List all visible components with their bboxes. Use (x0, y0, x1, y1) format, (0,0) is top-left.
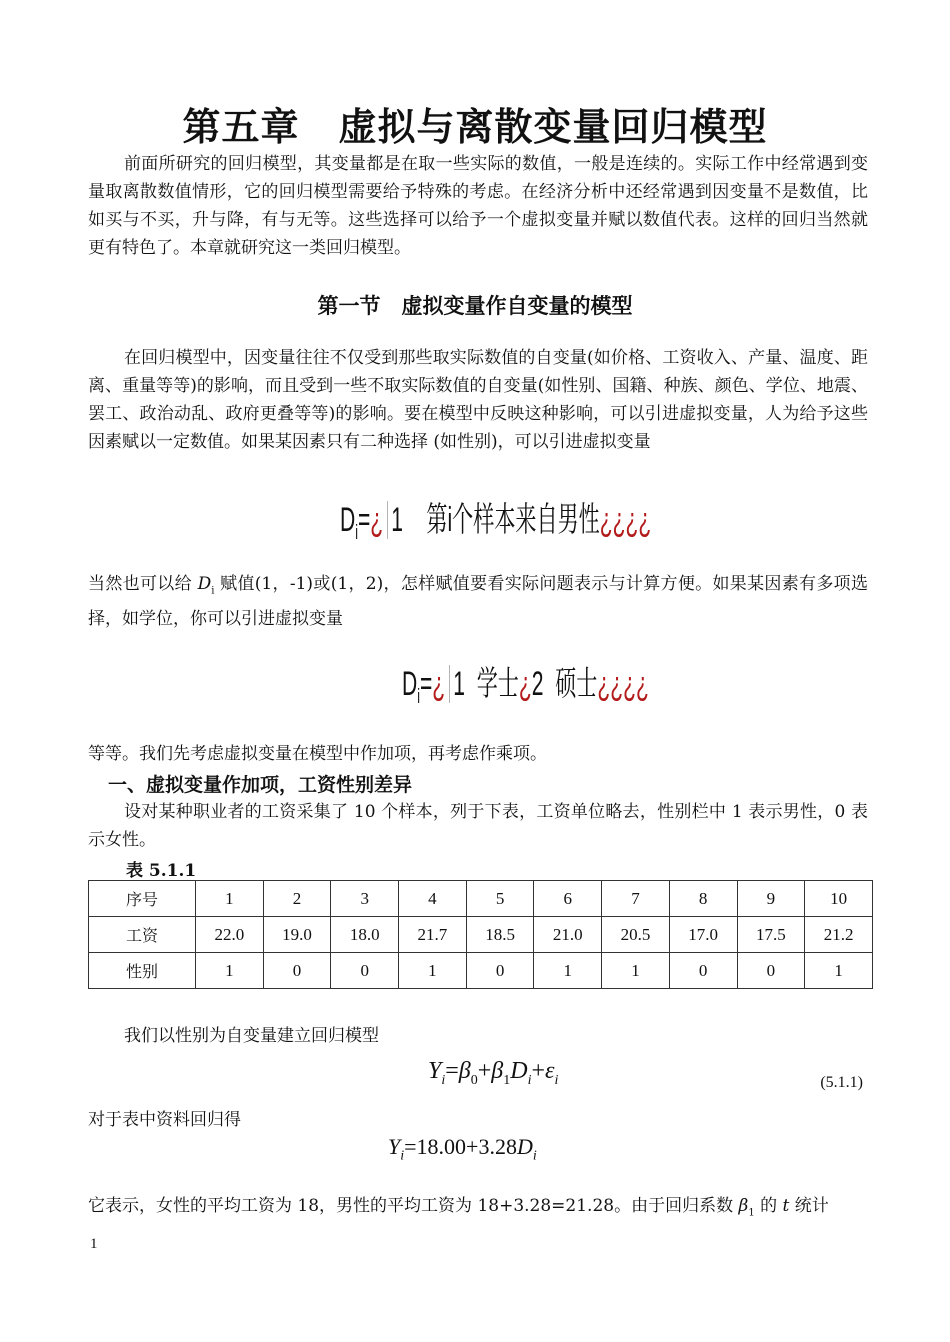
table-cell: 22.0 (196, 917, 264, 953)
model-equation: $Y_i=\beta_0+\beta_1D_i+\varepsilon_i$ (428, 1058, 559, 1088)
table-cell: 1 (196, 881, 264, 917)
table-row (89, 953, 873, 989)
table-cell: 5 (466, 881, 534, 917)
formula-text: 第i个样本来自男性 (426, 501, 600, 539)
table-cell: 0 (669, 953, 737, 989)
table-cell: 10 (805, 881, 873, 917)
formula-value-2: 2 (531, 665, 544, 703)
table-cell: 9 (737, 881, 805, 917)
intro-paragraph: 前面所研究的回归模型，其变量都是在取一些实际的数值，一般是连续的。实际工作中经常遇到变量取离散数值情形，它的回归模型需要给予特殊的考虑。在经济分析中还经常遇到因变量不是数值，比如买与不买，升与降，有与无等。这些选择可以给予一个虚拟变量并赋以数值代表。这样的回归当然就更有特色了。本章就研究这一类回归模型。 (88, 154, 868, 258)
formula-eq: = (419, 665, 433, 703)
table-cell: 1 (196, 953, 264, 989)
table-cell: 17.5 (737, 917, 805, 953)
formula-garble: ¿ (432, 665, 446, 703)
conclusion-paragraph: 它表示，女性的平均工资为 18，男性的平均工资为 18+3.28=21.28。由于回归系数 $\beta_1$ 的 t 统计 (88, 1196, 829, 1219)
formula-lhs: D (340, 501, 356, 539)
etc-paragraph: 等等。我们先考虑虚拟变量在模型中作加项，再考虑作乘项。 (88, 744, 547, 764)
table-cell: 3 (331, 881, 399, 917)
gender-dummy-formula (340, 492, 651, 545)
table-cell: 1 (534, 953, 602, 989)
table-caption: 表 5.1.1 (126, 861, 197, 881)
table-cell: 21.0 (534, 917, 602, 953)
table-cell: 0 (331, 953, 399, 989)
table-cell: 6 (534, 881, 602, 917)
chapter-title: 第五章 虚拟与离散变量回归模型 (182, 105, 768, 149)
table-cell: 8 (669, 881, 737, 917)
regression-equation: $Y_i=18.00+3.28D_i$ (388, 1134, 537, 1164)
table-cell: 0 (466, 953, 534, 989)
formula-lhs-sub: i (355, 521, 358, 544)
formula-garble: ¿ (370, 501, 384, 539)
section-title: 第一节 虚拟变量作自变量的模型 (317, 294, 633, 318)
assign-paragraph: 当然也可以给 $D_i$ 赋值(1，-1)或(1，2)，怎样赋值要看实际问题表示与计算方便。如果某因素有多项选择，如学位，你可以引进虚拟变量 (88, 574, 868, 630)
row-header: 序号 (89, 881, 196, 917)
table-row (89, 881, 873, 917)
table-cell: 18.0 (331, 917, 399, 953)
formula-lhs: D (402, 665, 418, 703)
table-cell: 0 (263, 953, 331, 989)
table-cell: 4 (399, 881, 467, 917)
formula-eq: = (357, 501, 371, 539)
table-cell: 0 (737, 953, 805, 989)
table-row (89, 917, 873, 953)
subsection-title: 一、虚拟变量作加项，工资性别差异 (108, 774, 413, 796)
row-header: 工资 (89, 917, 196, 953)
formula-text-2: 硕士 (555, 665, 598, 703)
table-cell: 7 (602, 881, 670, 917)
formula-garble-tail: ¿¿¿¿ (597, 665, 649, 703)
table-cell: 21.7 (399, 917, 467, 953)
table-cell: 1 (805, 953, 873, 989)
table-cell: 17.0 (669, 917, 737, 953)
table-cell: 19.0 (263, 917, 331, 953)
table-cell: 18.5 (466, 917, 534, 953)
table-cell: 21.2 (805, 917, 873, 953)
page-number: 1 (90, 1236, 98, 1252)
degree-dummy-formula (402, 656, 649, 709)
var-d: D (197, 574, 212, 594)
formula-text-1: 学士 (476, 665, 519, 703)
formula-lhs-sub: i (417, 685, 420, 708)
formula-value-1: 1 (453, 665, 465, 703)
formula-garble-tail: ¿¿¿¿ (599, 501, 652, 539)
section-paragraph: 在回归模型中，因变量往往不仅受到那些取实际数值的自变量(如价格、工资收入、产量、温度、距离、重量等等)的影响，而且受到一些不取实际数值的自变量(如性别、国籍、种族、颜色、学位、地震、罢工、政治动乱、政府更叠等等)的影响。要在模型中反映这种影响，可以引进虚拟变量，人为给予这些因素赋以一定数值。如果某因素只有二种选择 (如性别)，可以引进虚拟变量 (88, 348, 868, 452)
model-intro: 我们以性别为自变量建立回归模型 (124, 1026, 379, 1046)
table-cell: 2 (263, 881, 331, 917)
regression-intro: 对于表中资料回归得 (88, 1110, 241, 1130)
equation-number: (5.1.1) (820, 1074, 863, 1091)
table-cell: 1 (602, 953, 670, 989)
row-header: 性别 (89, 953, 196, 989)
table-cell: 20.5 (602, 917, 670, 953)
table-cell: 1 (399, 953, 467, 989)
salary-table (88, 880, 873, 989)
formula-garble-2: ¿ (518, 665, 532, 703)
subsection-paragraph: 设对某种职业者的工资采集了 10 个样本，列于下表，工资单位略去，性别栏中 1 表示男性，0 表示女性。 (88, 802, 868, 850)
formula-value: 1 (391, 501, 403, 539)
